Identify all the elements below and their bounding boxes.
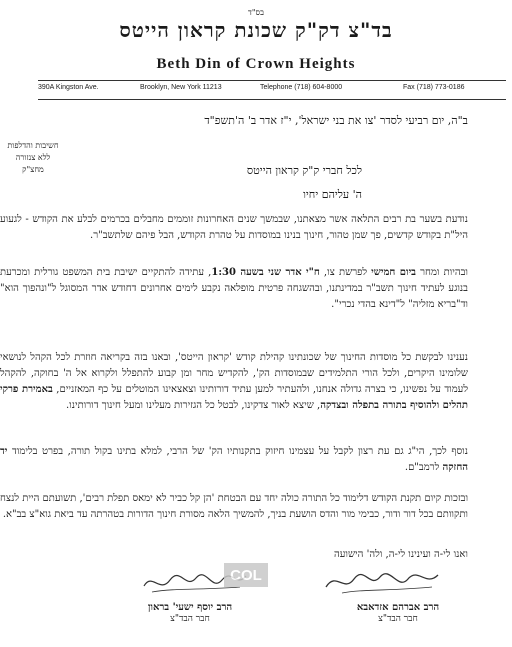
contact-city: Brooklyn, New York 11213 [140,84,222,91]
side-note-line: מחצ"ק [22,165,44,174]
paragraph-3-bold: באמירת פרקי תהלים ולהוסיף בתורה בתפלה ובצדקה [0,384,468,411]
letterhead-divider-top [38,80,506,81]
signature-name: הרב אברהם אזדאבא [356,602,440,613]
paragraph-3-text: נענינו לבקשת כל מוסדות החינוך של שכונתינו קהילת קודש 'קראון הייטס', ובאנו בזה בקריאה חוזרת לכל הקהל לנושאי שלומינו היקרים, ולכל הורי התלמידים שבמוסדות הק', להקדיש מחר ומן קבוע להתפלל ולקרוא אל ה' בחוקה, להקהל לעמוד על נפשינו, כי בצרה גדולה אנחנו, ולהעתיר למען עתיד דורותינו וצאצאינו המוטלים על כף המאזניים, [0,352,468,395]
letter-greeting: ה' עליהם יחיו [303,188,362,201]
paragraph-4-bold: יד החזקה [0,446,468,473]
paragraph-2-bold-day: ביום חמישי [371,267,417,278]
signature-role: חבר הבד"צ [170,614,210,624]
paragraph-3 [0,350,468,414]
signature-block-right [328,602,468,624]
letter-closing: ואנו לי-ה ועינינו לי-ה, ולה' הישועה [334,549,468,560]
signature-name: הרב יוסף ישעי' בראון [147,602,233,613]
letterhead-title-english: Beth Din of Crown Heights [156,56,356,72]
col-watermark-logo: COL [224,563,268,587]
letter-date: ב"ה, יום רביעי לסדר 'צו את בני ישראל', י"ז אדר ב' ה'תשפ"ד [204,114,468,127]
contact-telephone: Telephone (718) 604-8000 [260,84,343,91]
bsd-mark: בס"ד [248,8,264,17]
paragraph-2-text: לפרשת צו, [319,267,372,278]
paragraph-2-bold-date: ח"י אדר שני בשעה 1:30 [211,267,320,278]
paragraph-2-text: , עתידה להתקיים ישיבת בית המשפט גורלית ומכרעת בנוגע לעתיד חינוך תשב"ר במדינתנו, ובהשגחה פרטית מופלאה נקבע לימים אחרונים דחודש אדר המסוגל ל"ונהפוך הוא" וד"בריא מזליה" ל"דינא בהדי נכרי". [0,267,468,310]
letterhead-divider-bottom [38,99,506,100]
paragraph-4-text: נוסף לכך, הי"ג גם עת רצון לקבל על עצמינו חיזוק בתקנותיו הק' של הרבי, למלא בתינו בקול תורה, בפרט בלימוד [7,446,468,457]
paragraph-2-text: ובהיות ומחר [416,267,468,278]
side-note [0,140,68,176]
side-note-line: ללא צנזורה [15,153,51,162]
paragraph-2 [0,265,468,313]
contact-fax: Fax (718) 773-0186 [403,84,465,91]
paragraph-4 [0,444,468,476]
signature-role: חבר הבד"צ [378,614,418,624]
letterhead-title-hebrew: בד"צ דק"ק שכונת קראון הייטס [119,18,393,42]
paragraph-3-text: , שיצא לאור צדקינו, לבטל כל הגזירות מעלינו ומעל חינוך דורותינו. [65,400,321,411]
paragraph-1: נודעת בשער בת רבים התלאה אשר מצאתנו, שבמשך שנים האחרונות זוממים מחבלים בכרמים לבלע את הקודש - לגעוע היל"ת בקודש קדשים, פך שמן טהור, חינוך בנינו במוסדות על טהרת הקודש, הבל פיהם שלתשב"ר. [0,214,468,241]
side-note-line: חשיבות והדלפות [7,141,59,150]
contact-address: 390A Kingston Ave. [38,84,99,91]
handwritten-signature-right [322,565,442,599]
signature-block-left [120,602,260,624]
paragraph-5: ובזכות קיום תקנת הקודש דלימוד כל התורה כולה יחד עם הבטחת 'הן קל כביר לא ימאס תפלת רבים', תשועתם היית לנצח ותקוותם בכל דור ודור, כבימי מור והדס הושעת בניך, להמשיך הלאה מסורת חינוך הדורות בטהרתה עד ביאת גוא"צ בב"א. [0,493,468,520]
letter-addressee: לכל חברי ק"ק קראון הייטס [246,164,362,177]
paragraph-4-text: לרמב"ם. [404,462,443,473]
